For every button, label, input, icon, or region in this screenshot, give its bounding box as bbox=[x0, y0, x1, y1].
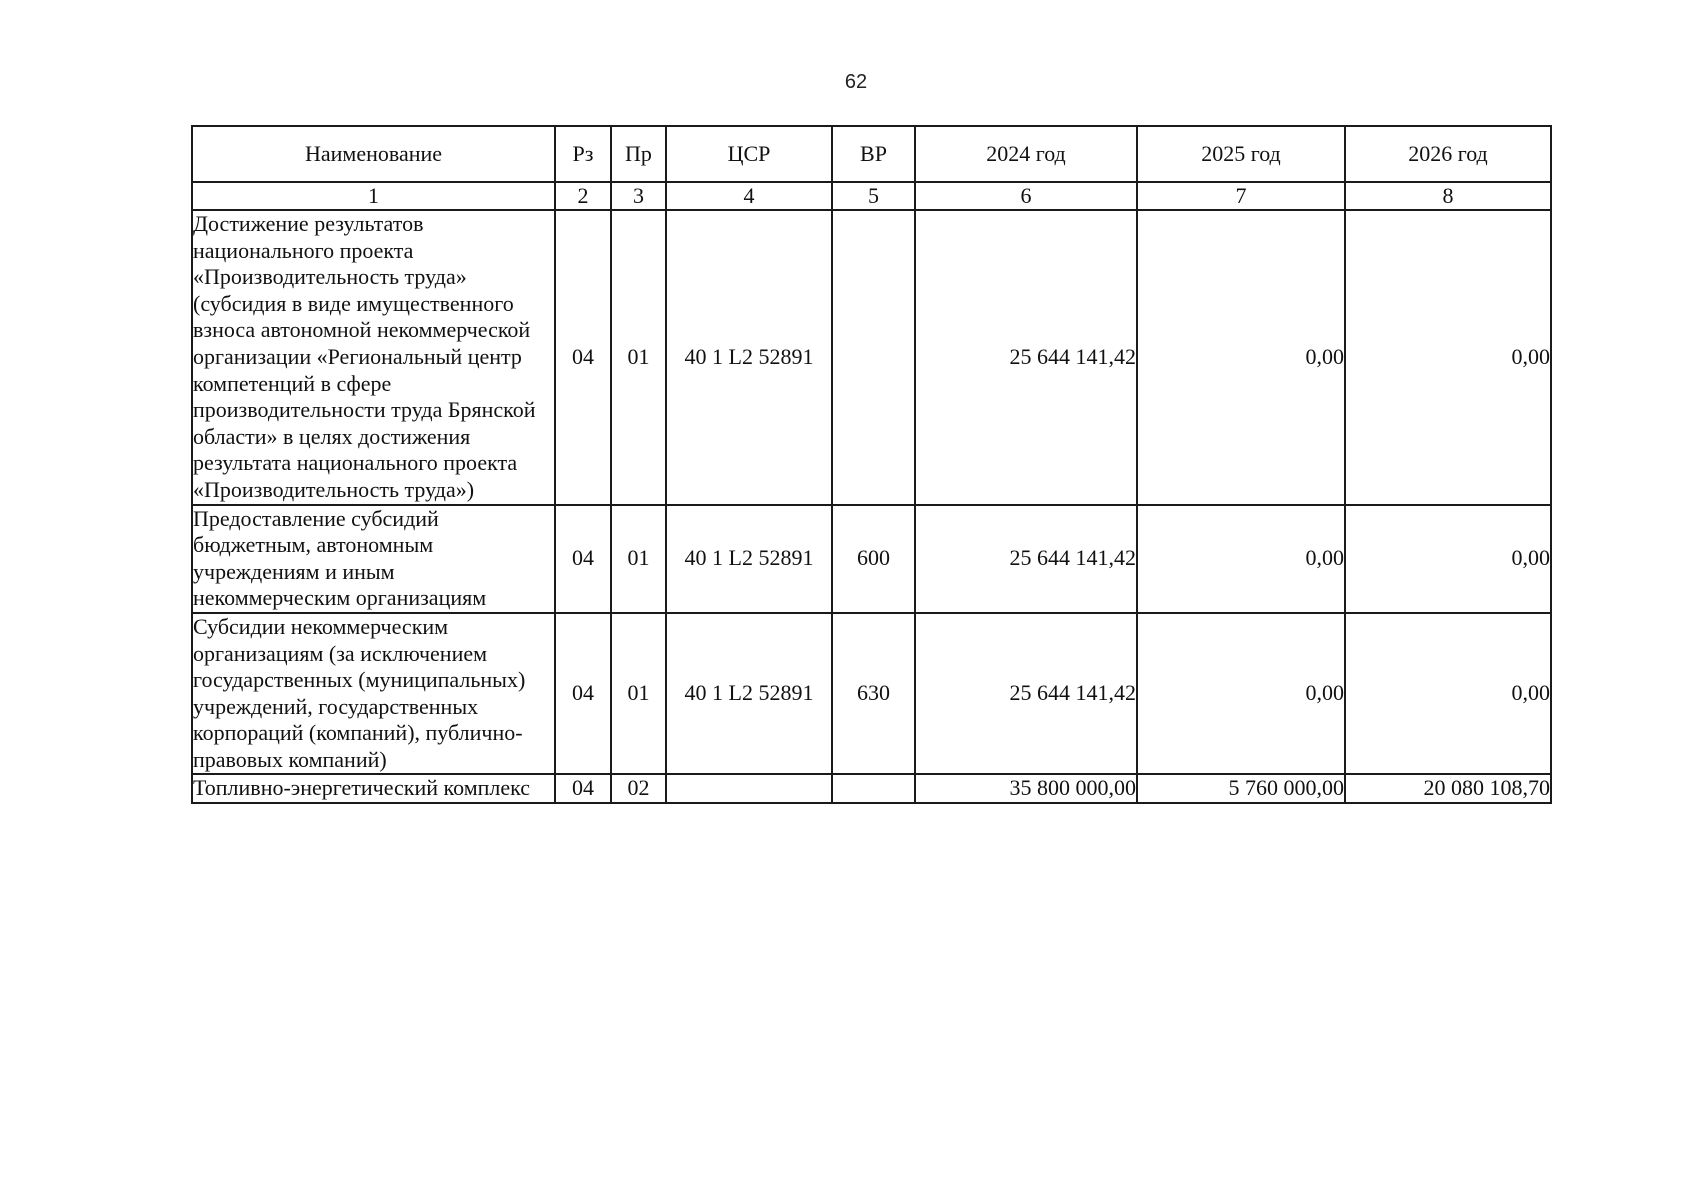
header-2025: 2025 год bbox=[1137, 126, 1345, 182]
row-rz: 04 bbox=[555, 774, 611, 803]
row-pr: 01 bbox=[611, 210, 666, 505]
header-rz: Рз bbox=[555, 126, 611, 182]
column-number: 2 bbox=[555, 182, 611, 210]
row-2024: 25 644 141,42 bbox=[915, 613, 1137, 775]
row-2025: 0,00 bbox=[1137, 613, 1345, 775]
row-2026: 0,00 bbox=[1345, 613, 1551, 775]
row-vr: 600 bbox=[832, 505, 915, 613]
row-pr: 01 bbox=[611, 505, 666, 613]
row-pr: 01 bbox=[611, 613, 666, 775]
column-number-row bbox=[192, 182, 1551, 210]
header-vr: ВР bbox=[832, 126, 915, 182]
row-name: Предоставление субсидий бюджетным, автономным учреждениям и иным некоммерческим организациям bbox=[192, 505, 555, 613]
header-csr: ЦСР bbox=[666, 126, 832, 182]
row-csr: 40 1 L2 52891 bbox=[666, 613, 832, 775]
row-2024: 25 644 141,42 bbox=[915, 505, 1137, 613]
row-vr bbox=[832, 774, 915, 803]
column-number: 7 bbox=[1137, 182, 1345, 210]
column-number: 1 bbox=[192, 182, 555, 210]
row-name: Субсидии некоммерческим организациям (за исключением государственных (муниципальных) учреждений, государственных корпораций (компаний), публично-правовых компаний) bbox=[192, 613, 555, 775]
row-2024: 35 800 000,00 bbox=[915, 774, 1137, 803]
row-2026: 0,00 bbox=[1345, 505, 1551, 613]
row-pr: 02 bbox=[611, 774, 666, 803]
column-number: 6 bbox=[915, 182, 1137, 210]
row-vr bbox=[832, 210, 915, 505]
column-number: 4 bbox=[666, 182, 832, 210]
column-number: 3 bbox=[611, 182, 666, 210]
header-2024: 2024 год bbox=[915, 126, 1137, 182]
row-name: Топливно-энергетический комплекс bbox=[192, 774, 555, 803]
table-row bbox=[192, 505, 1551, 613]
page-number: 62 bbox=[844, 71, 868, 93]
header-name: Наименование bbox=[192, 126, 555, 182]
header-row bbox=[192, 126, 1551, 182]
row-rz: 04 bbox=[555, 210, 611, 505]
column-number: 8 bbox=[1345, 182, 1551, 210]
table-row bbox=[192, 210, 1551, 505]
row-csr bbox=[666, 774, 832, 803]
row-2025: 0,00 bbox=[1137, 210, 1345, 505]
row-2025: 5 760 000,00 bbox=[1137, 774, 1345, 803]
row-rz: 04 bbox=[555, 613, 611, 775]
table-row bbox=[192, 613, 1551, 775]
column-number: 5 bbox=[832, 182, 915, 210]
row-name: Достижение результатов национального проекта «Производительность труда» (субсидия в виде имущественного взноса автономной некоммерческой организации «Региональный центр компетенций в сфере производительности труда Брянской области» в целях достижения результата национального проекта «Производительность труда») bbox=[192, 210, 555, 505]
header-pr: Пр bbox=[611, 126, 666, 182]
table-row bbox=[192, 774, 1551, 803]
header-2026: 2026 год bbox=[1345, 126, 1551, 182]
row-rz: 04 bbox=[555, 505, 611, 613]
row-csr: 40 1 L2 52891 bbox=[666, 505, 832, 613]
row-csr: 40 1 L2 52891 bbox=[666, 210, 832, 505]
row-2024: 25 644 141,42 bbox=[915, 210, 1137, 505]
row-vr: 630 bbox=[832, 613, 915, 775]
row-2025: 0,00 bbox=[1137, 505, 1345, 613]
budget-table bbox=[191, 125, 1552, 804]
row-2026: 0,00 bbox=[1345, 210, 1551, 505]
row-2026: 20 080 108,70 bbox=[1345, 774, 1551, 803]
